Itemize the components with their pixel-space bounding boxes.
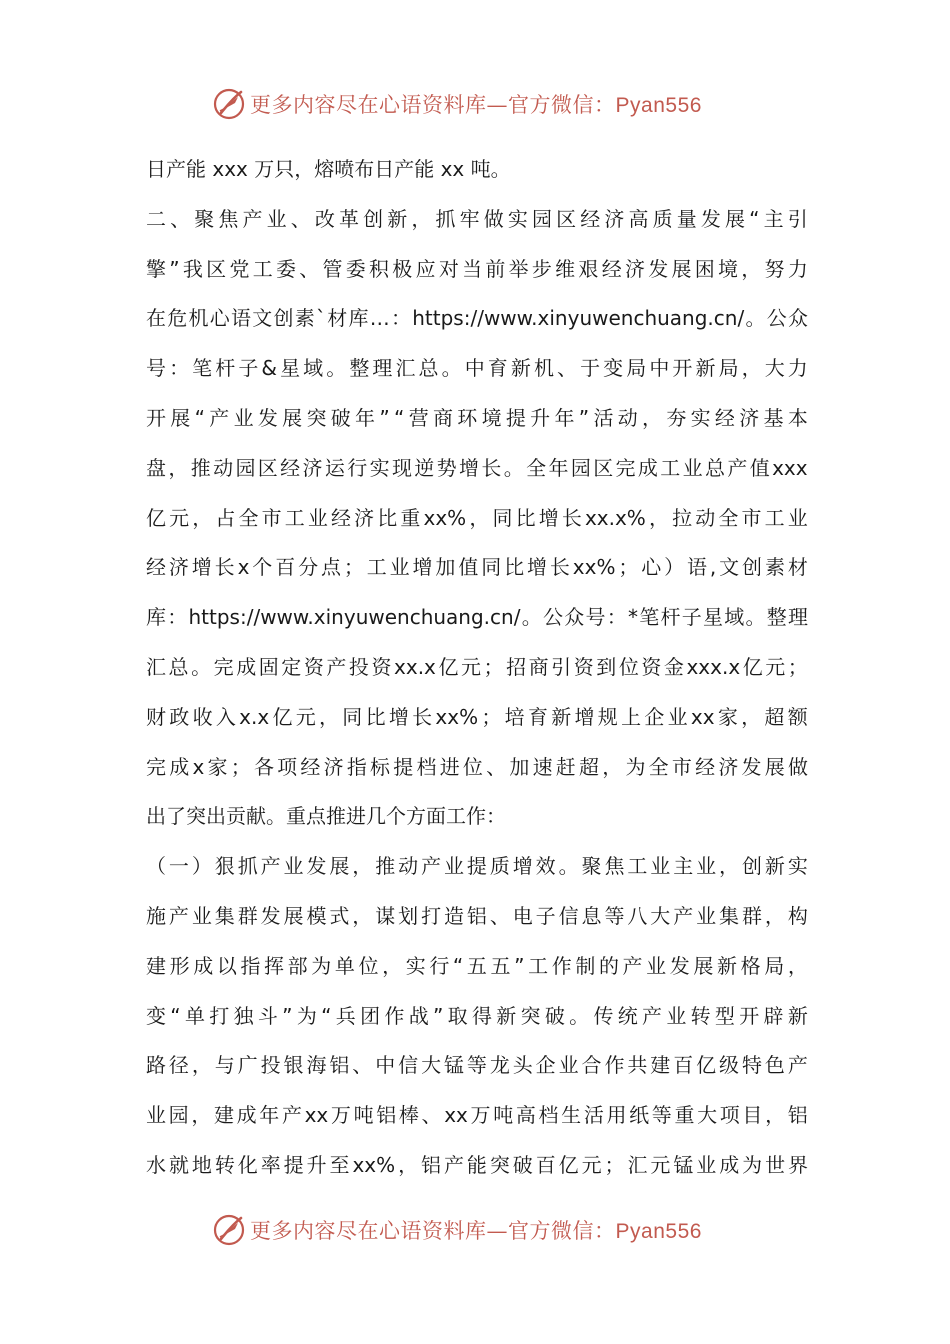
document-body [146, 145, 808, 1191]
body-line: 擎 ” 我 区 党 工 委 、 管 委 积 极 应 对 当 前 举 步 维 艰 经 济 发 展 困 境 ， 努 力 [146, 256, 808, 281]
body-line: 开 展 “ 产 业 发 展 突 破 年 ” “ 营 商 环 境 提 升 年 ” 活 动 ， 夯 实 经 济 基 本 [146, 405, 808, 430]
body-line: 库 ： https://www.xinyuwenchuang.cn/ 。 公 众 号 ： * 笔 杆 子 星 域 。 整 理 [146, 605, 808, 630]
body-line: 出了突出贡献。重点推进几个方面工作： [146, 804, 506, 829]
body-line: 财 政 收 入 x.x 亿 元 ， 同 比 增 长 xx% ； 培 育 新 增 规 上 企 业 xx 家 ， 超 额 [146, 704, 808, 729]
body-line: 业 园 ， 建 成 年 产 xx 万 吨 铝 棒 、 xx 万 吨 高 档 生 活 用 纸 等 重 大 项 目 ， 铝 [146, 1103, 808, 1128]
body-line: 路 径 ， 与 广 投 银 海 铝 、 中 信 大 锰 等 龙 头 企 业 合 作 共 建 百 亿 级 特 色 产 [146, 1053, 808, 1078]
body-line: 盘 ， 推 动 园 区 经 济 运 行 实 现 逆 势 增 长 。 全 年 园 区 完 成 工 业 总 产 值 xxx [146, 455, 808, 480]
watermark-text: 更多内容尽在心语资料库—官方微信：Pyan556 [250, 1219, 702, 1243]
body-line: 号 ： 笔 杆 子 & 星 域 。 整 理 汇 总 。 中 育 新 机 、 于 变 局 中 开 新 局 ， 大 力 [146, 356, 808, 381]
body-line: 汇 总 。 完 成 固 定 资 产 投 资 xx.x 亿 元 ； 招 商 引 资 到 位 资 金 xxx.x 亿 元 ； [146, 654, 808, 679]
quill-pen-circle-icon [212, 87, 246, 121]
body-line: 水 就 地 转 化 率 提 升 至 xx% ， 铝 产 能 突 破 百 亿 元 ； 汇 元 锰 业 成 为 世 界 [146, 1152, 808, 1177]
body-line: （ 一 ） 狠 抓 产 业 发 展 ， 推 动 产 业 提 质 增 效 。 聚 焦 工 业 主 业 ， 创 新 实 [146, 854, 808, 879]
footer-watermark [0, 1208, 950, 1252]
quill-pen-circle-icon [212, 1213, 246, 1247]
body-line: 日产能 xxx 万只，熔喷布日产能 xx 吨。 [146, 157, 511, 181]
watermark-text: 更多内容尽在心语资料库—官方微信：Pyan556 [250, 93, 702, 117]
body-line: 施 产 业 集 群 发 展 模 式 ， 谋 划 打 造 铝 、 电 子 信 息 等 八 大 产 业 集 群 ， 构 [146, 903, 808, 928]
body-line: 变 “ 单 打 独 斗 ” 为 “ 兵 团 作 战 ” 取 得 新 突 破 。 传 统 产 业 转 型 开 辟 新 [146, 1003, 808, 1028]
body-line: 建 形 成 以 指 挥 部 为 单 位 ， 实 行 “ 五 五 ” 工 作 制 的 产 业 发 展 新 格 局 ， [146, 953, 808, 978]
body-line: 亿 元 ， 占 全 市 工 业 经 济 比 重 xx% ， 同 比 增 长 xx.x% ， 拉 动 全 市 工 业 [146, 505, 808, 530]
body-line: 经 济 增 长 x 个 百 分 点 ； 工 业 增 加 值 同 比 增 长 xx% ； 心 ） 语 , 文 创 素 材 [146, 555, 808, 580]
body-line: 完 成 x 家 ； 各 项 经 济 指 标 提 档 进 位 、 加 速 赶 超 ， 为 全 市 经 济 发 展 做 [146, 754, 808, 779]
body-line: 二 、 聚 焦 产 业 、 改 革 创 新 ， 抓 牢 做 实 园 区 经 济 高 质 量 发 展 “ 主 引 [146, 206, 808, 231]
header-watermark [0, 82, 950, 126]
body-line: 在 危 机 心 语 文 创 素 ` 材 库 … ： https://www.xinyuwenchuang.cn/ 。 公 众 [146, 306, 808, 331]
